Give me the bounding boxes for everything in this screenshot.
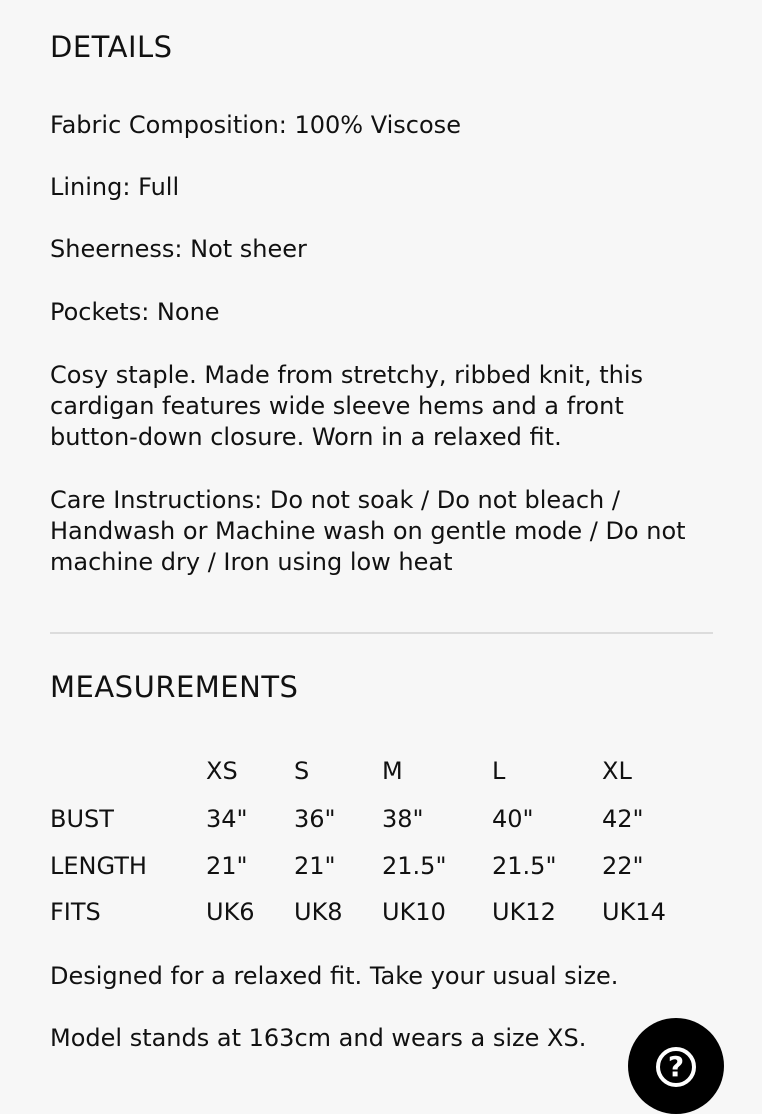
size-header-xl: XL: [602, 757, 632, 785]
table-cell: 38": [382, 805, 424, 833]
fit-note: Designed for a relaxed fit. Take your usual size.: [50, 962, 619, 990]
care-instructions: Care Instructions: Do not soak / Do not bleach / Handwash or Machine wash on gentle mode / Do not machine dry / Iron using low heat: [50, 486, 686, 576]
table-cell: 21.5": [492, 852, 557, 880]
table-row: [50, 805, 715, 845]
section-divider: [50, 632, 713, 634]
table-cell: UK8: [294, 898, 343, 926]
table-row: [50, 898, 715, 938]
table-cell: 36": [294, 805, 336, 833]
table-cell: 40": [492, 805, 534, 833]
details-title: DETAILS: [50, 30, 173, 64]
table-cell: UK6: [206, 898, 255, 926]
size-header-m: M: [382, 757, 403, 785]
table-cell: UK14: [602, 898, 666, 926]
table-cell: 22": [602, 852, 644, 880]
table-cell: 21.5": [382, 852, 447, 880]
model-note: Model stands at 163cm and wears a size XS.: [50, 1024, 587, 1052]
product-description: Cosy staple. Made from stretchy, ribbed knit, this cardigan features wide sleeve hems and a front button-down closure. Worn in a relaxed fit.: [50, 361, 644, 451]
table-cell: 21": [206, 852, 248, 880]
table-cell: UK12: [492, 898, 556, 926]
size-header-s: S: [294, 757, 310, 785]
sheerness-info: Sheerness: Not sheer: [50, 235, 307, 263]
question-icon: ?: [656, 1047, 696, 1087]
table-cell: 21": [294, 852, 336, 880]
table-cell: 42": [602, 805, 644, 833]
row-label-bust: BUST: [50, 805, 114, 833]
size-header-xs: XS: [206, 757, 238, 785]
table-cell: 34": [206, 805, 248, 833]
table-row: [50, 852, 715, 892]
measurements-title: MEASUREMENTS: [50, 670, 299, 704]
table-cell: UK10: [382, 898, 446, 926]
size-header-row: [50, 757, 715, 797]
row-label-length: LENGTH: [50, 852, 147, 880]
help-button[interactable]: [628, 1018, 724, 1114]
size-header-l: L: [492, 757, 506, 785]
pockets-info: Pockets: None: [50, 298, 220, 326]
fabric-composition: Fabric Composition: 100% Viscose: [50, 111, 461, 139]
lining-info: Lining: Full: [50, 173, 180, 201]
row-label-fits: FITS: [50, 898, 101, 926]
